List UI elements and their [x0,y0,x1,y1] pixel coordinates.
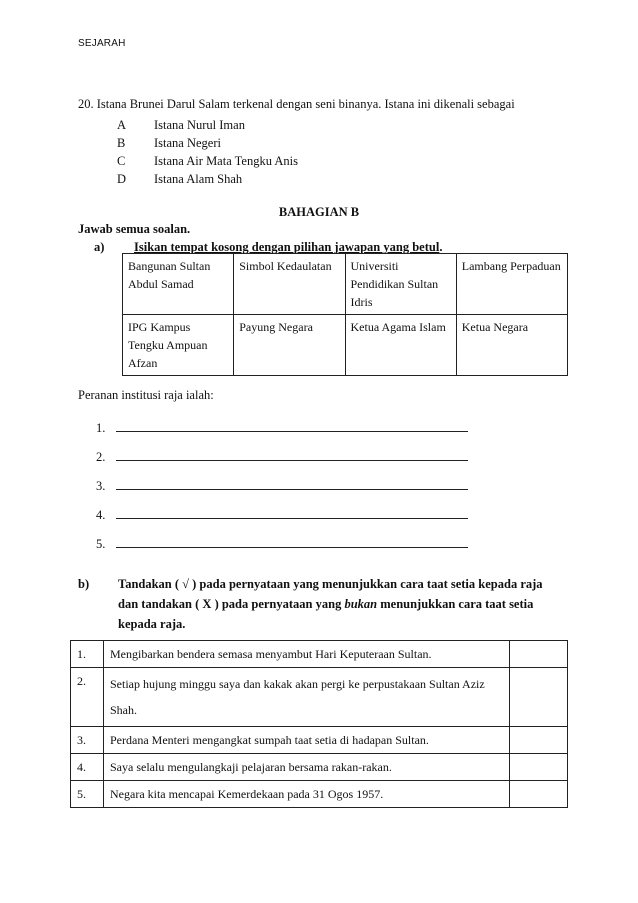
word-bank-cell: Lambang Perpaduan [456,254,567,315]
option-text: Istana Alam Shah [154,172,243,186]
answer-blank[interactable] [116,537,468,548]
part-b-instruction [118,574,568,634]
page-header-subject: SEJARAH [78,38,126,49]
answer-line-4 [96,508,468,523]
table-row [123,254,568,315]
statements-table [70,640,568,808]
roles-label: Peranan institusi raja ialah: [78,388,214,402]
answer-line-5 [96,537,468,552]
option-text: Istana Negeri [154,136,221,150]
section-instruction: Jawab semua soalan. [78,222,191,236]
word-bank-cell: Universiti Pendidikan Sultan Idris [345,254,456,315]
option-letter: B [117,136,126,150]
part-b-line-2-pre: dan tandakan ( X ) pada pernyataan yang [118,597,345,611]
part-b-line-2-post: menunjukkan cara taat setia [377,597,534,611]
word-bank-cell: Bangunan Sultan Abdul Samad [123,254,234,315]
word-bank-cell: Ketua Agama Islam [345,315,456,376]
part-b-line-3: kepada raja. [118,617,186,631]
table-row [71,754,568,781]
statement-number: 4. [71,754,104,781]
table-row [71,668,568,727]
answer-line-3 [96,479,468,494]
word-bank-cell: Simbol Kedaulatan [234,254,345,315]
answer-blank[interactable] [116,450,468,461]
answer-number: 4. [96,508,106,522]
table-row [123,315,568,376]
answer-cell[interactable] [510,668,568,727]
answer-cell[interactable] [510,754,568,781]
option-c [117,154,298,169]
part-a-instruction-end: . [439,240,443,254]
question-20-text: 20. Istana Brunei Darul Salam terkenal dengan seni binanya. Istana ini dikenali sebagai [78,97,515,111]
section-title: BAHAGIAN B [278,205,360,219]
answer-blank[interactable] [116,508,468,519]
statement-number: 5. [71,781,104,808]
word-bank-table [122,253,568,376]
part-b-line-1: Tandakan ( √ ) pada pernyataan yang menunjukkan cara taat setia kepada raja [118,577,543,591]
statement-text: Mengibarkan bendera semasa menyambut Hari Keputeraan Sultan. [104,641,510,668]
part-b-emphasis: bukan [344,597,378,611]
answer-line-2 [96,450,468,465]
table-row [71,727,568,754]
option-b [117,136,221,151]
answer-number: 3. [96,479,106,493]
statement-number: 1. [71,641,104,668]
option-letter: C [117,154,126,168]
answer-number: 5. [96,537,106,551]
answer-line-1 [96,421,468,436]
answer-number: 2. [96,450,106,464]
statement-number: 3. [71,727,104,754]
option-text: Istana Air Mata Tengku Anis [154,154,299,168]
answer-blank[interactable] [116,421,468,432]
statement-text: Setiap hujung minggu saya dan kakak akan pergi ke perpustakaan Sultan Aziz Shah. [104,668,510,727]
statement-text: Saya selalu mengulangkaji pelajaran bersama rakan-rakan. [104,754,510,781]
answer-cell[interactable] [510,727,568,754]
answer-cell[interactable] [510,781,568,808]
word-bank-cell: IPG Kampus Tengku Ampuan Afzan [123,315,234,376]
statement-text: Perdana Menteri mengangkat sumpah taat setia di hadapan Sultan. [104,727,510,754]
table-row [71,781,568,808]
answer-blank[interactable] [116,479,468,490]
word-bank-cell: Payung Negara [234,315,345,376]
option-d [117,172,242,187]
option-letter: A [117,118,127,132]
part-b-line-2 [118,594,568,614]
part-a-label: a) [94,240,105,254]
option-text: Istana Nurul Iman [154,118,245,132]
answer-cell[interactable] [510,641,568,668]
statement-text: Negara kita mencapai Kemerdekaan pada 31 Ogos 1957. [104,781,510,808]
part-b-label: b) [78,577,90,591]
option-letter: D [117,172,127,186]
answer-number: 1. [96,421,106,435]
word-bank-cell: Ketua Negara [456,315,567,376]
table-row [71,641,568,668]
part-a-instruction: Isikan tempat kosong dengan pilihan jawapan yang betul [134,240,440,254]
statement-number: 2. [71,668,104,727]
option-a [117,118,245,133]
